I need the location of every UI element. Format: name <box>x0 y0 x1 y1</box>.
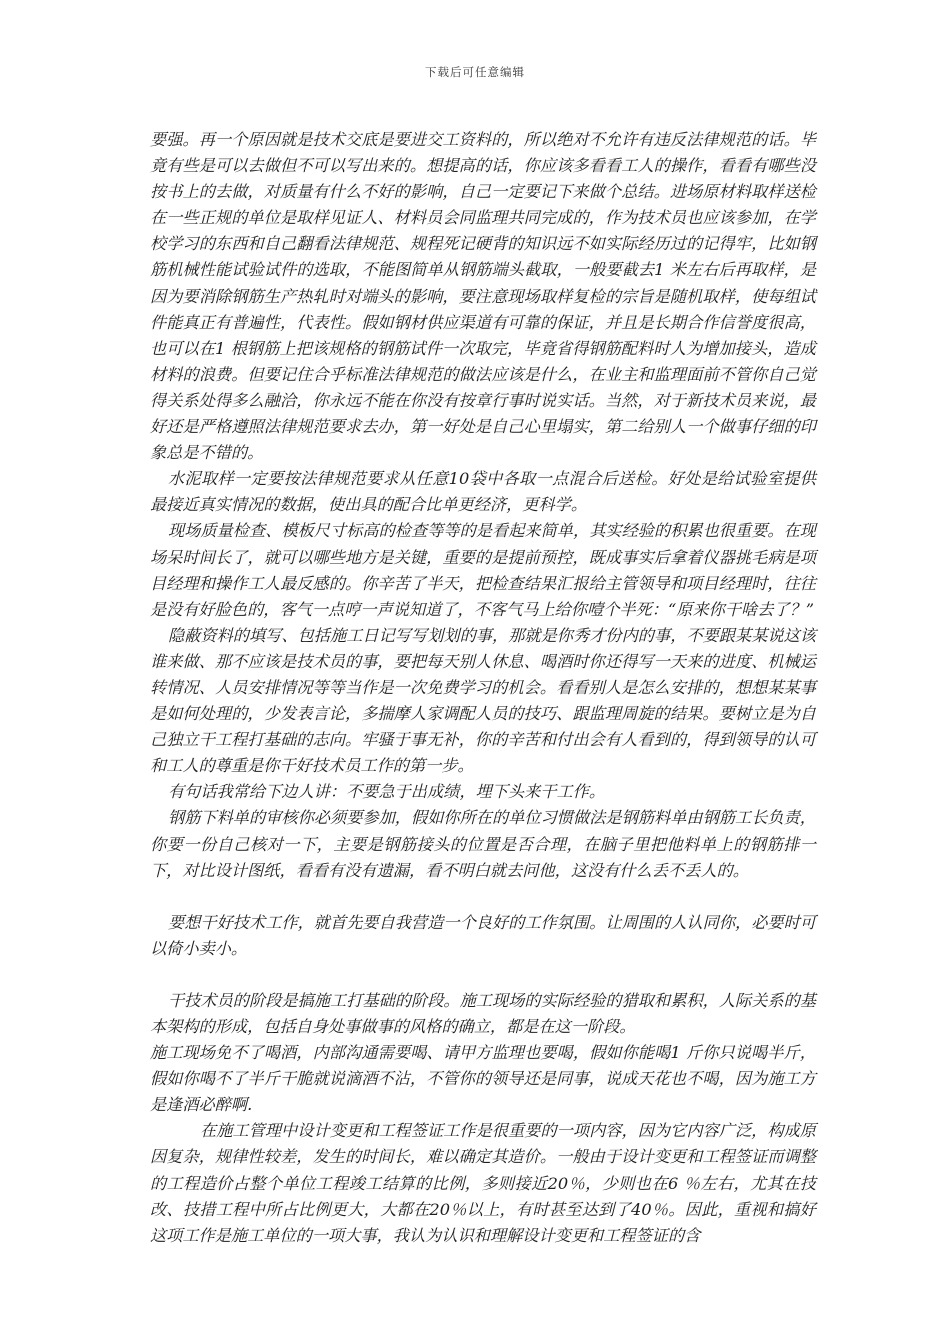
paragraph: 有句话我常给下边人讲：不要急于出成绩，埋下头来干工作。 <box>168 782 606 802</box>
document-body <box>150 127 816 1249</box>
paragraph: 水泥取样一定要按法律规范要求从任意10袋中各取一点混合后送检。好处是给试验室提供最接近真实情况的数据，使出具的配合比单更经济，更科学。 <box>150 469 816 515</box>
page-header: 下载后可任意编辑 <box>425 65 525 79</box>
paragraph: 要强。再一个原因就是技术交底是要进交工资料的，所以绝对不允许有违反法律规范的话。毕竟有些是可以去做但不可以写出来的。想提高的话，你应该多看看工人的操作，看看有哪些没按书上的去做，对质量有什么不好的影响，自己一定要记下来做个总结。进场原材料取样送检在一些正规的单位是取样见证人、材料员会同监理共同完成的，作为技术员也应该参加，在学校学习的东西和自己翻看法律规范、规程死记硬背的知识远不如实际经历过的记得牢，比如钢筋机械性能试验试件的选取，不能图简单从钢筋端头截取，一般要截去1 米左右后再取样，是因为要消除钢筋生产热轧时对端头的影响，要注意现场取样复检的宗旨是随机取样，使每组试件能真正有普遍性，代表性。假如钢材供应渠道有可靠的保证，并且是长期合作信誉度很高，也可以在1 根钢筋上把该规格的钢筋试件一次取完，毕竟省得钢筋配料时人为增加接头，造成材料的浪费。但要记住合乎标准法律规范的做法应该是什么，在业主和监理面前不管你自己觉得关系处得多么融洽，你永远不能在你没有按章行事时说实话。当然，对于新技术员来说，最好还是严格遵照法律规范要求去办，第一好处是自己心里塌实，第二给别人一个做事仔细的印象总是不错的。 <box>150 130 816 463</box>
paragraph: 在施工管理中设计变更和工程签证工作是很重要的一项内容，因为它内容广泛，构成原因复杂，规律性较差，发生的时间长，难以确定其造价。一般由于设计变更和工程签证而调整的工程造价占整个单位工程竣工结算的比例，多则接近20％，少则也在6 ％左右，尤其在技改、技措工程中所占比例更大，大都在20％以上，有时甚至达到了40％。因此，重视和搞好这项工作是施工单位的一项大事，我认为认识和理解设计变更和工程签证的含 <box>150 1121 816 1245</box>
paragraph: 现场质量检查、模板尺寸标高的检查等等的是看起来简单，其实经验的积累也很重要。在现场呆时间长了，就可以哪些地方是关键，重要的是提前预控，既成事实后拿着仪器挑毛病是项目经理和操作工人最反感的。你辛苦了半天，把检查结果汇报给主管领导和项目经理时，往往是没有好脸色的，客气一点哼一声说知道了，不客气马上给你噎个半死：“原来你干啥去了？” <box>150 521 816 619</box>
paragraph: 干技术员的阶段是搞施工打基础的阶段。施工现场的实际经验的猎取和累积，人际关系的基本架构的形成，包括自身处事做事的风格的确立，都是在这一阶段。 <box>150 990 816 1036</box>
paragraph-gap <box>150 884 816 910</box>
paragraph: 施工现场免不了喝酒，内部沟通需要喝、请甲方监理也要喝，假如你能喝1 斤你只说喝半斤，假如你喝不了半斤干脆就说滴酒不沾，不管你的领导还是同事，说成天花也不喝，因为施工方是逢酒必醉啊. <box>150 1043 816 1115</box>
paragraph: 要想干好技术工作，就首先要自我营造一个良好的工作氛围。让周围的人认同你，必要时可以倚小卖小。 <box>150 912 816 958</box>
paragraph: 隐蔽资料的填写、包括施工日记写写划划的事，那就是你秀才份内的事，不要跟某某说这该谁来做、那不应该是技术员的事，要把每天别人休息、喝酒时你还得写一天来的进度、机械运转情况、人员安排情况等等当作是一次免费学习的机会。看看别人是怎么安排的，想想某某事是如何处理的，少发表言论，多揣摩人家调配人员的技巧、跟监理周旋的结果。要树立是为自己独立干工程打基础的志向。牢骚于事无补，你的辛苦和付出会有人看到的，得到领导的认可和工人的尊重是你干好技术员工作的第一步。 <box>150 625 816 776</box>
paragraph: 钢筋下料单的审核你必须要参加，假如你所在的单位习惯做法是钢筋料单由钢筋工长负责，你要一份自己核对一下，主要是钢筋接头的位置是否合理，在脑子里把他料单上的钢筋排一下，对比设计图纸，看看有没有遗漏，看不明白就去问他，这没有什么丢不丢人的。 <box>150 808 816 880</box>
paragraph-gap <box>150 962 816 988</box>
